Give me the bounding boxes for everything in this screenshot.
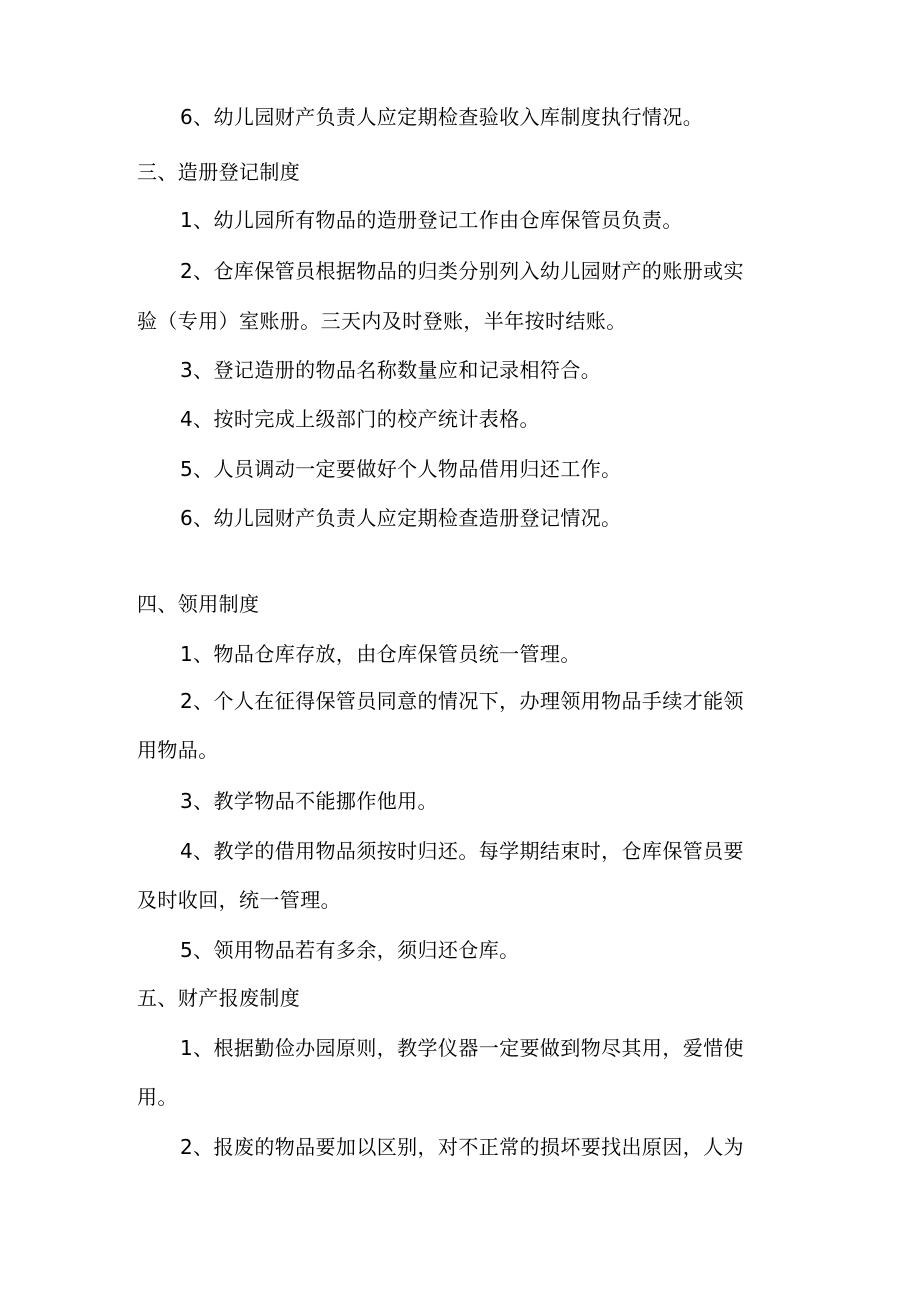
rule-5-2: 2、报废的物品要加以区别，对不正常的损坏要找出原因，人为 — [180, 1135, 744, 1159]
rule-3-5: 5、人员调动一定要做好个人物品借用归还工作。 — [180, 457, 622, 481]
rule-3-1: 1、幼儿园所有物品的造册登记工作由仓库保管员负责。 — [180, 208, 683, 232]
section-heading-5: 五、财产报废制度 — [137, 986, 301, 1010]
rule-4-3: 3、教学物品不能挪作他用。 — [180, 789, 438, 813]
rule-4-4-continued: 及时收回，统一管理。 — [137, 888, 341, 912]
rule-4-2: 2、个人在征得保管员同意的情况下，办理领用物品手续才能领 — [180, 689, 744, 713]
rule-3-4: 4、按时完成上级部门的校产统计表格。 — [180, 407, 540, 431]
rule-3-2-continued: 验（专用）室账册。三天内及时登账，半年按时结账。 — [137, 309, 627, 333]
rule-4-4: 4、教学的借用物品须按时归还。每学期结束时，仓库保管员要 — [180, 839, 744, 863]
rule-4-2-continued: 用物品。 — [137, 738, 219, 762]
rule-5-1: 1、根据勤俭办园原则，教学仪器一定要做到物尽其用，爱惜使 — [180, 1036, 744, 1060]
rule-4-5: 5、领用物品若有多余，须归还仓库。 — [180, 938, 520, 962]
rule-3-3: 3、登记造册的物品名称数量应和记录相符合。 — [180, 358, 602, 382]
rule-4-1: 1、物品仓库存放，由仓库保管员统一管理。 — [180, 642, 581, 666]
rule-3-2: 2、仓库保管员根据物品的归类分别列入幼儿园财产的账册或实 — [180, 259, 744, 283]
rule-3-6: 6、幼儿园财产负责人应定期检查验收入库制度执行情况。 — [180, 105, 704, 129]
rule-5-1-continued: 用。 — [137, 1085, 178, 1109]
section-heading-4: 四、领用制度 — [137, 592, 260, 616]
rule-3-6b: 6、幼儿园财产负责人应定期检查造册登记情况。 — [180, 506, 622, 530]
section-heading-3: 三、造册登记制度 — [137, 160, 301, 184]
